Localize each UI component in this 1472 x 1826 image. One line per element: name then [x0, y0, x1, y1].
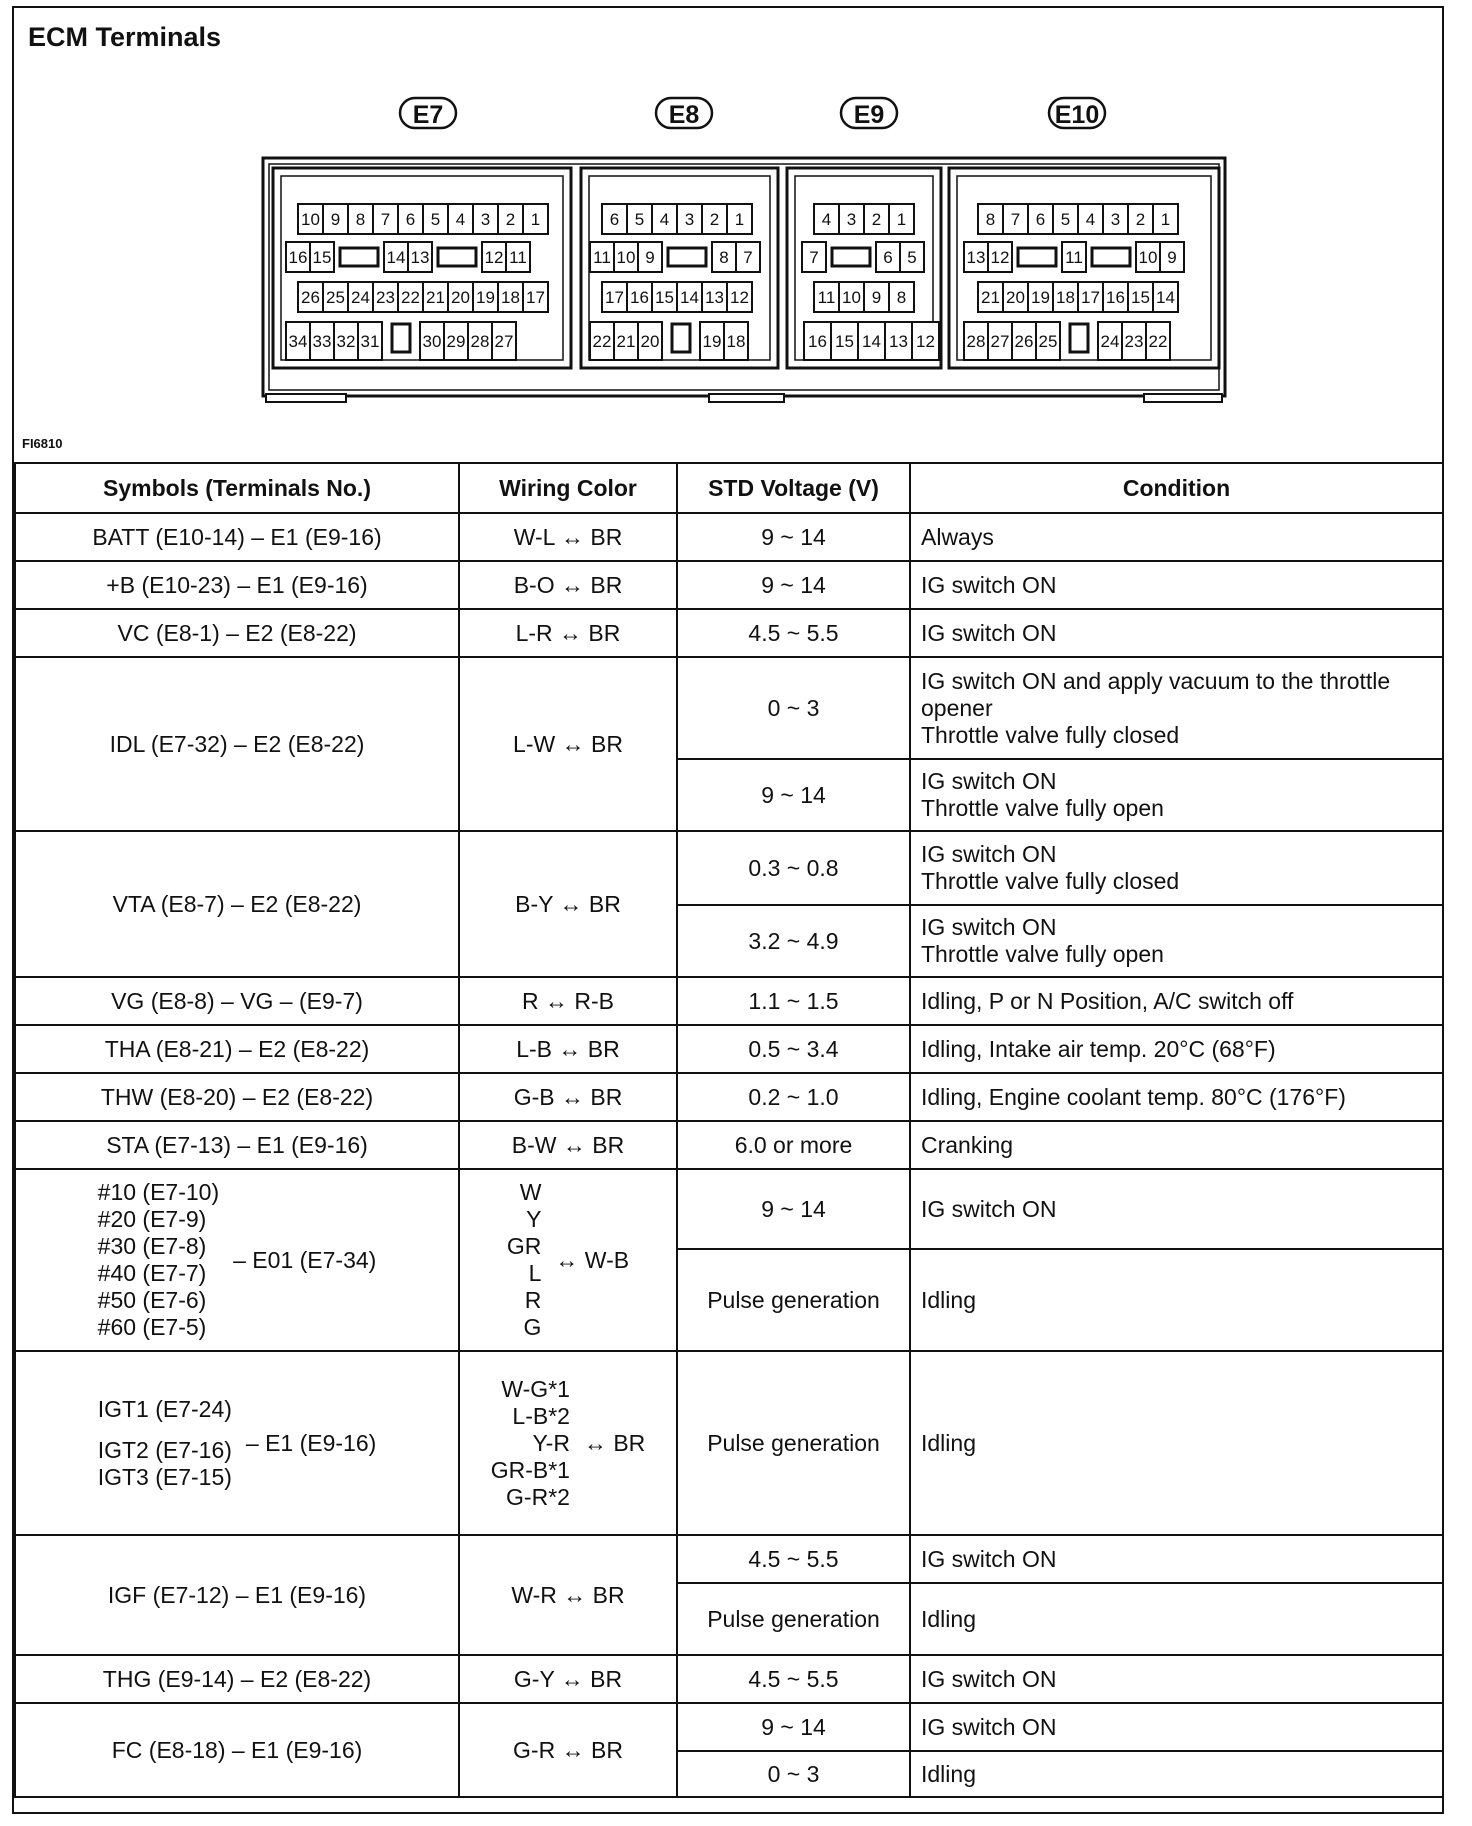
header-wiring-color: Wiring Color	[459, 463, 677, 513]
symbol-cell: IDL (E7-32) – E2 (E8-22)	[15, 657, 459, 831]
symbol-line: IGT1 (E7-24)	[97, 1395, 232, 1422]
ecm-connector-diagram	[14, 8, 1442, 462]
symbol-cell: STA (E7-13) – E1 (E9-16)	[15, 1121, 459, 1169]
table-row	[15, 1121, 1443, 1169]
pin-number: 19	[476, 288, 495, 307]
ecm-terminals-page	[12, 6, 1444, 1814]
pin-number: 27	[494, 332, 514, 351]
table-row	[15, 1351, 1443, 1535]
pin-number: 15	[1131, 288, 1150, 307]
pin-number: 11	[509, 248, 527, 267]
symbol-ground: – E1 (E9-16)	[245, 1429, 377, 1456]
pin-number: 30	[422, 332, 442, 351]
figure-id: FI6810	[22, 436, 63, 451]
pin-number: 4	[821, 210, 832, 229]
symbol-line: IGT2 (E7-16)	[97, 1436, 232, 1463]
condition-cell: Idling	[910, 1351, 1443, 1535]
pin-number: 8	[896, 288, 907, 307]
pin-number: 15	[655, 288, 674, 307]
latch-slot	[438, 248, 476, 266]
voltage-cell: Pulse generation	[677, 1583, 910, 1655]
pin-number: 23	[376, 288, 395, 307]
pin-number: 15	[835, 332, 854, 351]
pin-number: 3	[480, 210, 491, 229]
injector-symbols	[26, 1179, 448, 1341]
pin-number: 11	[1065, 248, 1083, 267]
voltage-cell: 3.2 ~ 4.9	[677, 905, 910, 977]
ignition-list	[98, 1396, 232, 1491]
symbol-ground: – E01 (E7-34)	[233, 1246, 377, 1273]
pin-number: 11	[593, 248, 611, 267]
wire-cell: L-W ↔ BR	[459, 657, 677, 831]
wire-cell: B-W ↔ BR	[459, 1121, 677, 1169]
pin-number: 11	[817, 288, 836, 307]
ignition-wires	[470, 1376, 666, 1511]
wire-line: W-G*1	[501, 1375, 570, 1402]
condition-line: Throttle valve fully open	[921, 941, 1164, 967]
condition-cell: IG switch ON	[910, 1655, 1443, 1703]
condition-line: IG switch ON	[921, 768, 1057, 794]
pin-number: 12	[916, 332, 935, 351]
header-symbols: Symbols (Terminals No.)	[15, 463, 459, 513]
pin-number: 14	[1156, 288, 1175, 307]
latch-slot	[392, 324, 410, 352]
pin-number: 23	[1124, 332, 1144, 351]
pin-number: 26	[301, 288, 320, 307]
condition-cell	[910, 759, 1443, 831]
pin-number: 9	[871, 288, 882, 307]
pin-number: 8	[985, 210, 996, 229]
symbol-line: #50 (E7-6)	[97, 1287, 207, 1313]
symbol-line: #60 (E7-5)	[97, 1314, 207, 1340]
pin-number: 33	[312, 332, 332, 351]
wire-cell: L-B ↔ BR	[459, 1025, 677, 1073]
pin-number: 1	[734, 210, 745, 229]
header-std-voltage: STD Voltage (V)	[677, 463, 910, 513]
wire-cell: W-L ↔ BR	[459, 513, 677, 561]
pin-number: 12	[484, 248, 504, 267]
wire-line: R	[524, 1287, 542, 1313]
pin-number: 13	[889, 332, 908, 351]
pin-number: 12	[730, 288, 749, 307]
pin-number: 17	[526, 288, 545, 307]
connector-label: E10	[1054, 101, 1100, 129]
voltage-cell: 0.2 ~ 1.0	[677, 1073, 910, 1121]
pin-number: 7	[1010, 210, 1021, 229]
pin-number: 3	[1110, 210, 1121, 229]
pin-number: 13	[410, 248, 430, 267]
condition-line: Throttle valve fully closed	[921, 868, 1180, 894]
pin-number: 21	[616, 332, 636, 351]
wire-line: L-B*2	[512, 1402, 570, 1429]
pin-number: 18	[501, 288, 520, 307]
pin-number: 25	[326, 288, 345, 307]
pin-number: 22	[1148, 332, 1168, 351]
pin-number: 6	[609, 210, 620, 229]
voltage-cell: 0 ~ 3	[677, 657, 910, 759]
pin-number: 5	[634, 210, 645, 229]
wire-cell	[459, 1169, 677, 1351]
condition-cell	[910, 831, 1443, 905]
header-condition: Condition	[910, 463, 1443, 513]
connector-label: E9	[853, 101, 885, 129]
latch-slot	[340, 248, 378, 266]
voltage-cell: 0 ~ 3	[677, 1751, 910, 1797]
table-row	[15, 1703, 1443, 1751]
wire-line: G-R*2	[506, 1483, 570, 1510]
pin-number: 18	[726, 332, 746, 351]
ignition-symbols	[26, 1396, 448, 1491]
pin-number: 26	[1014, 332, 1034, 351]
condition-cell: Idling	[910, 1751, 1443, 1797]
symbol-cell: THW (E8-20) – E2 (E8-22)	[15, 1073, 459, 1121]
latch-slot	[832, 248, 870, 266]
pin-number: 16	[1106, 288, 1125, 307]
pin-number: 2	[709, 210, 720, 229]
wire-line: GR-B*1	[490, 1456, 570, 1483]
voltage-cell: 0.5 ~ 3.4	[677, 1025, 910, 1073]
symbol-line: #20 (E7-9)	[97, 1206, 207, 1232]
pin-number: 13	[705, 288, 724, 307]
pin-number: 24	[351, 288, 370, 307]
voltage-cell: 9 ~ 14	[677, 513, 910, 561]
condition-cell: Idling	[910, 1583, 1443, 1655]
table-row	[15, 513, 1443, 561]
wire-cell: B-Y ↔ BR	[459, 831, 677, 977]
pin-number: 6	[883, 248, 893, 267]
condition-cell: IG switch ON	[910, 1703, 1443, 1751]
pin-number: 5	[907, 248, 917, 267]
condition-line: IG switch ON	[921, 914, 1057, 940]
pin-number: 14	[680, 288, 699, 307]
pin-number: 6	[405, 210, 416, 229]
latch-slot	[668, 248, 706, 266]
voltage-cell: 4.5 ~ 5.5	[677, 609, 910, 657]
pin-number: 7	[380, 210, 391, 229]
symbol-cell	[15, 1351, 459, 1535]
pin-number: 9	[645, 248, 655, 267]
wire-line: W	[519, 1179, 542, 1205]
symbol-cell	[15, 1169, 459, 1351]
pin-number: 14	[862, 332, 881, 351]
table-row	[15, 609, 1443, 657]
pin-number: 7	[743, 248, 753, 267]
locating-tab	[1144, 394, 1222, 402]
pin-number: 22	[401, 288, 420, 307]
condition-cell: IG switch ON	[910, 609, 1443, 657]
pin-number: 10	[1138, 248, 1158, 267]
symbol-line: IGT3 (E7-15)	[97, 1463, 232, 1490]
wire-ground: ↔ W-B	[555, 1246, 630, 1273]
table-header-row	[15, 463, 1443, 513]
section-title: ECM Terminals	[28, 22, 222, 52]
table-row	[15, 1073, 1443, 1121]
pin-number: 28	[470, 332, 490, 351]
voltage-cell: 4.5 ~ 5.5	[677, 1535, 910, 1583]
pin-number: 32	[336, 332, 356, 351]
wire-ground: ↔ BR	[583, 1429, 646, 1456]
voltage-cell: 9 ~ 14	[677, 1169, 910, 1249]
wire-line: Y	[526, 1206, 542, 1232]
condition-cell: Idling	[910, 1249, 1443, 1351]
pin-number: 3	[846, 210, 857, 229]
voltage-cell: 9 ~ 14	[677, 561, 910, 609]
pin-number: 4	[455, 210, 466, 229]
voltage-cell: Pulse generation	[677, 1351, 910, 1535]
condition-line: Throttle valve fully open	[921, 795, 1164, 821]
condition-cell: IG switch ON	[910, 1535, 1443, 1583]
pin-number: 10	[616, 248, 636, 267]
latch-slot	[672, 324, 690, 352]
wire-line: L	[528, 1260, 542, 1286]
condition-cell: Cranking	[910, 1121, 1443, 1169]
symbol-cell: THA (E8-21) – E2 (E8-22)	[15, 1025, 459, 1073]
voltage-cell: 9 ~ 14	[677, 759, 910, 831]
table-row	[15, 1169, 1443, 1249]
pin-number: 17	[605, 288, 624, 307]
wire-color-list	[507, 1179, 542, 1341]
pin-number: 19	[1031, 288, 1050, 307]
pin-number: 2	[1135, 210, 1146, 229]
condition-cell: Always	[910, 513, 1443, 561]
pin-number: 27	[990, 332, 1010, 351]
pin-number: 2	[505, 210, 516, 229]
pin-number: 34	[288, 332, 308, 351]
condition-cell: Idling, Intake air temp. 20°C (68°F)	[910, 1025, 1443, 1073]
latch-slot	[1092, 248, 1130, 266]
symbol-cell: FC (E8-18) – E1 (E9-16)	[15, 1703, 459, 1797]
wire-cell: G-Y ↔ BR	[459, 1655, 677, 1703]
table-row	[15, 1535, 1443, 1583]
latch-slot	[1070, 324, 1088, 352]
pin-number: 4	[1085, 210, 1096, 229]
latch-slot	[1018, 248, 1056, 266]
pin-number: 5	[1060, 210, 1071, 229]
wire-line: Y-R	[532, 1429, 570, 1456]
pin-number: 14	[386, 248, 406, 267]
symbol-cell: +B (E10-23) – E1 (E9-16)	[15, 561, 459, 609]
condition-line: Throttle valve fully closed	[921, 721, 1180, 748]
symbol-line: #40 (E7-7)	[97, 1260, 207, 1286]
wire-cell	[459, 1351, 677, 1535]
wire-line: G	[523, 1314, 542, 1340]
voltage-cell: 1.1 ~ 1.5	[677, 977, 910, 1025]
pin-number: 6	[1035, 210, 1046, 229]
condition-cell: IG switch ON	[910, 1169, 1443, 1249]
locating-tab	[266, 394, 346, 402]
voltage-cell: Pulse generation	[677, 1249, 910, 1351]
table-row	[15, 561, 1443, 609]
wire-cell: G-R ↔ BR	[459, 1703, 677, 1797]
pin-number: 20	[640, 332, 660, 351]
symbol-cell: VTA (E8-7) – E2 (E8-22)	[15, 831, 459, 977]
condition-cell: Idling, Engine coolant temp. 80°C (176°F)	[910, 1073, 1443, 1121]
wire-color-list	[491, 1376, 570, 1511]
pin-number: 8	[355, 210, 366, 229]
wire-cell: B-O ↔ BR	[459, 561, 677, 609]
symbol-cell: VG (E8-8) – VG – (E9-7)	[15, 977, 459, 1025]
wire-cell: L-R ↔ BR	[459, 609, 677, 657]
pin-number: 20	[451, 288, 470, 307]
pin-number: 21	[426, 288, 445, 307]
connector-label: E8	[668, 101, 700, 129]
voltage-cell: 6.0 or more	[677, 1121, 910, 1169]
pin-number: 8	[719, 248, 729, 267]
condition-line: IG switch ON and apply vacuum to the throttle opener	[921, 667, 1391, 721]
voltage-cell: 9 ~ 14	[677, 1703, 910, 1751]
pin-number: 24	[1100, 332, 1120, 351]
pin-number: 17	[1081, 288, 1100, 307]
pin-number: 31	[360, 332, 380, 351]
pin-number: 16	[630, 288, 649, 307]
table-row	[15, 657, 1443, 759]
pin-number: 19	[702, 332, 722, 351]
table-row	[15, 831, 1443, 905]
table-row	[15, 977, 1443, 1025]
locating-tab	[709, 394, 784, 402]
condition-cell	[910, 657, 1443, 759]
wire-cell: R ↔ R-B	[459, 977, 677, 1025]
pin-number: 3	[684, 210, 695, 229]
connector-label: E7	[412, 101, 444, 129]
pin-number: 20	[1006, 288, 1025, 307]
injector-list	[98, 1179, 219, 1341]
pin-number: 4	[659, 210, 670, 229]
symbol-cell: THG (E9-14) – E2 (E8-22)	[15, 1655, 459, 1703]
condition-cell	[910, 905, 1443, 977]
pin-number: 29	[446, 332, 466, 351]
pin-number: 18	[1056, 288, 1075, 307]
pin-number: 9	[330, 210, 341, 229]
pin-number: 28	[966, 332, 986, 351]
pin-number: 2	[871, 210, 882, 229]
condition-cell: Idling, P or N Position, A/C switch off	[910, 977, 1443, 1025]
pin-number: 5	[430, 210, 441, 229]
symbol-cell: BATT (E10-14) – E1 (E9-16)	[15, 513, 459, 561]
ecm-terminal-table	[14, 462, 1444, 1798]
condition-cell: IG switch ON	[910, 561, 1443, 609]
pin-number: 22	[592, 332, 612, 351]
pin-number: 13	[966, 248, 986, 267]
symbol-cell: VC (E8-1) – E2 (E8-22)	[15, 609, 459, 657]
wire-line: GR	[506, 1233, 542, 1259]
symbol-line: #30 (E7-8)	[97, 1233, 207, 1259]
wire-cell: G-B ↔ BR	[459, 1073, 677, 1121]
pin-number: 10	[842, 288, 861, 307]
pin-number: 21	[981, 288, 1000, 307]
injector-wires	[470, 1179, 666, 1341]
pin-number: 25	[1038, 332, 1058, 351]
pin-number: 7	[809, 248, 819, 267]
symbol-cell: IGF (E7-12) – E1 (E9-16)	[15, 1535, 459, 1655]
pin-number: 9	[1167, 248, 1177, 267]
table-row	[15, 1655, 1443, 1703]
pin-number: 12	[990, 248, 1010, 267]
pin-number: 15	[312, 248, 332, 267]
symbol-line: #10 (E7-10)	[97, 1179, 220, 1205]
pin-number: 1	[896, 210, 907, 229]
condition-line: IG switch ON	[921, 841, 1057, 867]
connector-drawing	[14, 8, 1442, 462]
pin-number: 1	[1160, 210, 1171, 229]
voltage-cell: 4.5 ~ 5.5	[677, 1655, 910, 1703]
voltage-cell: 0.3 ~ 0.8	[677, 831, 910, 905]
pin-number: 10	[301, 210, 320, 229]
table-row	[15, 1025, 1443, 1073]
pin-number: 1	[530, 210, 541, 229]
wire-cell: W-R ↔ BR	[459, 1535, 677, 1655]
pin-number: 16	[288, 248, 308, 267]
pin-number: 16	[808, 332, 827, 351]
